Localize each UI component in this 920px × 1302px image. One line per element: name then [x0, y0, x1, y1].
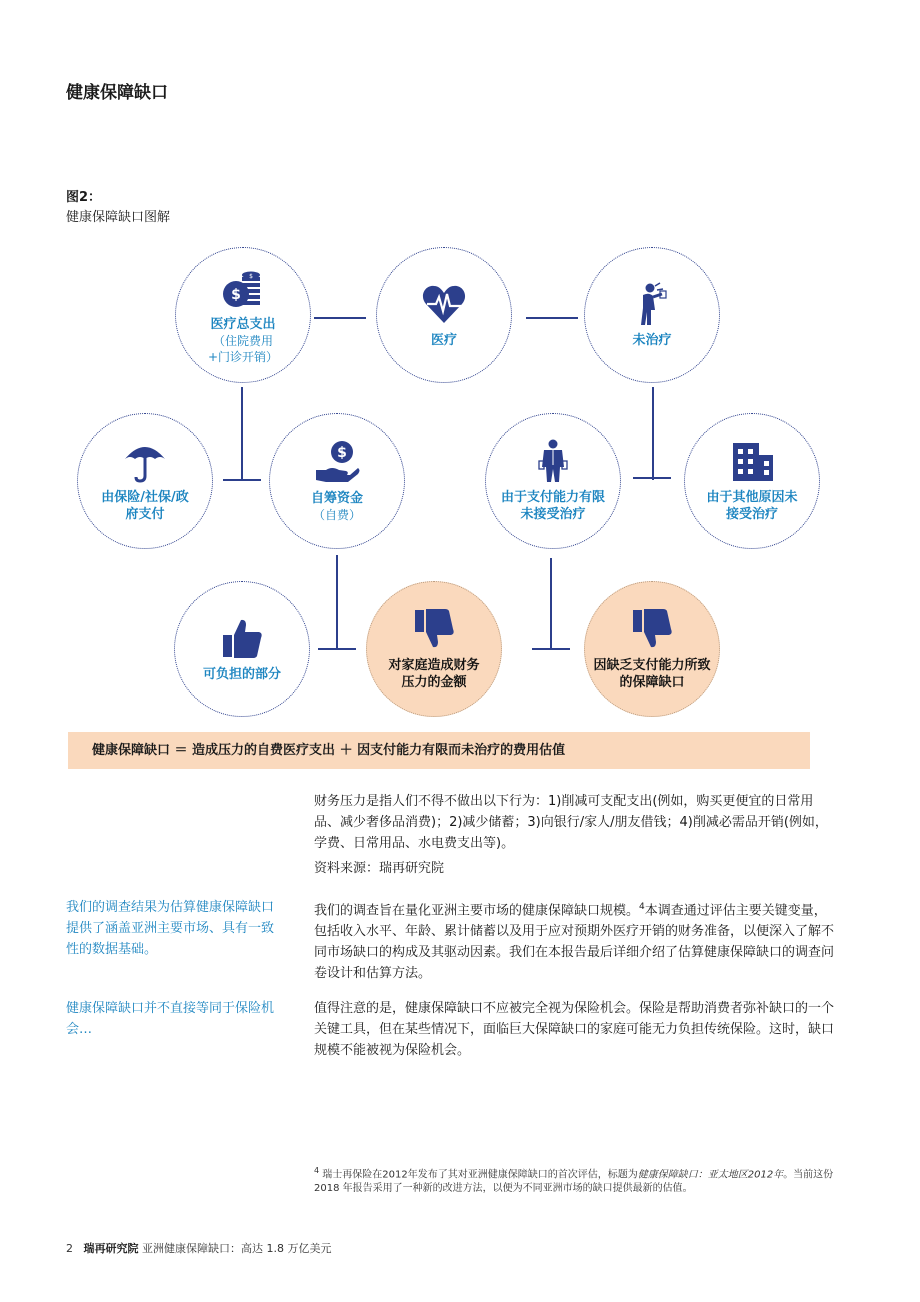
node-medical [376, 247, 512, 383]
node-label: 可负担的部分 [202, 666, 281, 682]
source-note: 资料来源：瑞再研究院 [314, 861, 445, 876]
thumbs-down-icon [411, 607, 457, 651]
footer-org: 瑞再研究院 [83, 1242, 139, 1255]
connector-line [633, 477, 671, 479]
connector-line [241, 387, 243, 480]
node-total-medical [175, 247, 311, 383]
survey-paragraph [314, 897, 834, 984]
thumbs-up-icon [219, 616, 265, 660]
formula-bar: 健康保障缺口 ＝ 造成压力的自费医疗支出 ＋ 因支付能力有限而未治疗的费用估值 [68, 732, 810, 769]
node-sublabel: （自费） [312, 507, 361, 522]
connector-line [223, 479, 261, 481]
node-label: 未治疗 [632, 332, 672, 348]
svg-text:$: $ [337, 444, 347, 461]
node-untreated [584, 247, 720, 383]
connector-line [336, 555, 338, 650]
svg-text:$: $ [249, 272, 253, 280]
connector-line [652, 387, 654, 480]
page-title: 健康保障缺口 [66, 83, 168, 103]
figure-caption: 健康保障缺口图解 [66, 210, 171, 225]
hand-dollar-icon [314, 440, 360, 484]
side-note-survey: 我们的调查结果为估算健康保障缺口提供了涵盖亚洲主要市场、具有一致性的数据基础。 [66, 900, 275, 957]
node-unaffordable-gap [584, 581, 720, 717]
node-label: 由于支付能力有限未接受治疗 [500, 490, 605, 522]
survey-text-rest: 本调查通过评估主要关键变量，包括收入水平、年龄、累计储蓄以及用于应对预期外医疗开销的财务准备，以便深入了解不同市场缺口的构成及其驱动因素。我们在本报告最后详细介绍了估算健康保障缺口的调查问卷设计和估算方法。 [314, 903, 835, 982]
footer-report-title: 亚洲健康保障缺口：高达 1.8 万亿美元 [142, 1242, 332, 1255]
umbrella-icon [122, 439, 168, 483]
sick-person-icon [629, 282, 675, 326]
node-label: 由保险/社保/政府支付 [101, 490, 189, 522]
connector-line [314, 317, 366, 319]
node-label: 对家庭造成财务压力的金额 [388, 658, 480, 690]
side-note-opportunity: 健康保障缺口并不直接等同于保险机会… [66, 1001, 275, 1037]
connector-line [532, 648, 570, 650]
node-affordability [485, 413, 621, 549]
svg-text:$: $ [231, 286, 241, 303]
opportunity-paragraph: 值得注意的是，健康保障缺口不应被完全视为保险机会。保险是帮助消费者弥补缺口的一个关键工具，但在某些情况下，面临巨大保障缺口的家庭可能无力负担传统保险。这时，缺口规模不能被视为保险机会。 [314, 1001, 835, 1058]
footnote-title: 健康保障缺口：亚太地区2012年 [637, 1169, 784, 1181]
node-other-reasons [684, 413, 820, 549]
node-label: 自筹资金 [310, 490, 363, 506]
footnote-number: 4 [314, 1166, 320, 1175]
node-label: 由于其他原因未接受治疗 [706, 490, 798, 522]
page-footer [66, 1240, 332, 1256]
node-sublabel: （住院费用+门诊开销） [207, 333, 279, 364]
footnote [314, 1164, 834, 1196]
node-insurance [77, 413, 213, 549]
node-label: 医疗 [430, 332, 457, 348]
node-label: 医疗总支出 [210, 316, 276, 332]
coins-dollar-icon [220, 266, 266, 310]
node-label: 因缺乏支付能力所致的保障缺口 [593, 658, 711, 690]
footnote-ref[interactable]: 4 [639, 902, 645, 912]
survey-text: 我们的调查旨在量化亚洲主要市场的健康保障缺口规模。 [314, 903, 640, 919]
footnote-text-rest: 。当前这份 2018 年报告采用了一种新的改进方法，以便为不同亚洲市场的缺口提供最新的估值。 [314, 1169, 834, 1195]
connector-line [318, 648, 356, 650]
financial-stress-definition: 财务压力是指人们不得不做出以下行为：1)削减可支配支出(例如，购买更便宜的日常用品、减少奢侈品消费)；2)减少储蓄；3)向银行/家人/朋友借钱；4)削减必需品开销(例如，学费、日常用品、水电费支出等)。 [314, 794, 828, 851]
connector-line [526, 317, 578, 319]
footnote-text: 瑞士再保险在2012年发布了其对亚洲健康保障缺口的首次评估，标题为 [322, 1169, 638, 1181]
page-number: 2 [66, 1242, 73, 1255]
figure-label: 图2： [66, 190, 102, 205]
building-icon [729, 439, 775, 483]
connector-line [550, 558, 552, 650]
heart-pulse-icon [421, 282, 467, 326]
person-empty-pockets-icon [530, 439, 576, 483]
node-financial-stress [366, 581, 502, 717]
thumbs-down-icon [629, 607, 675, 651]
node-affordable-part [174, 581, 310, 717]
node-self-funded [269, 413, 405, 549]
